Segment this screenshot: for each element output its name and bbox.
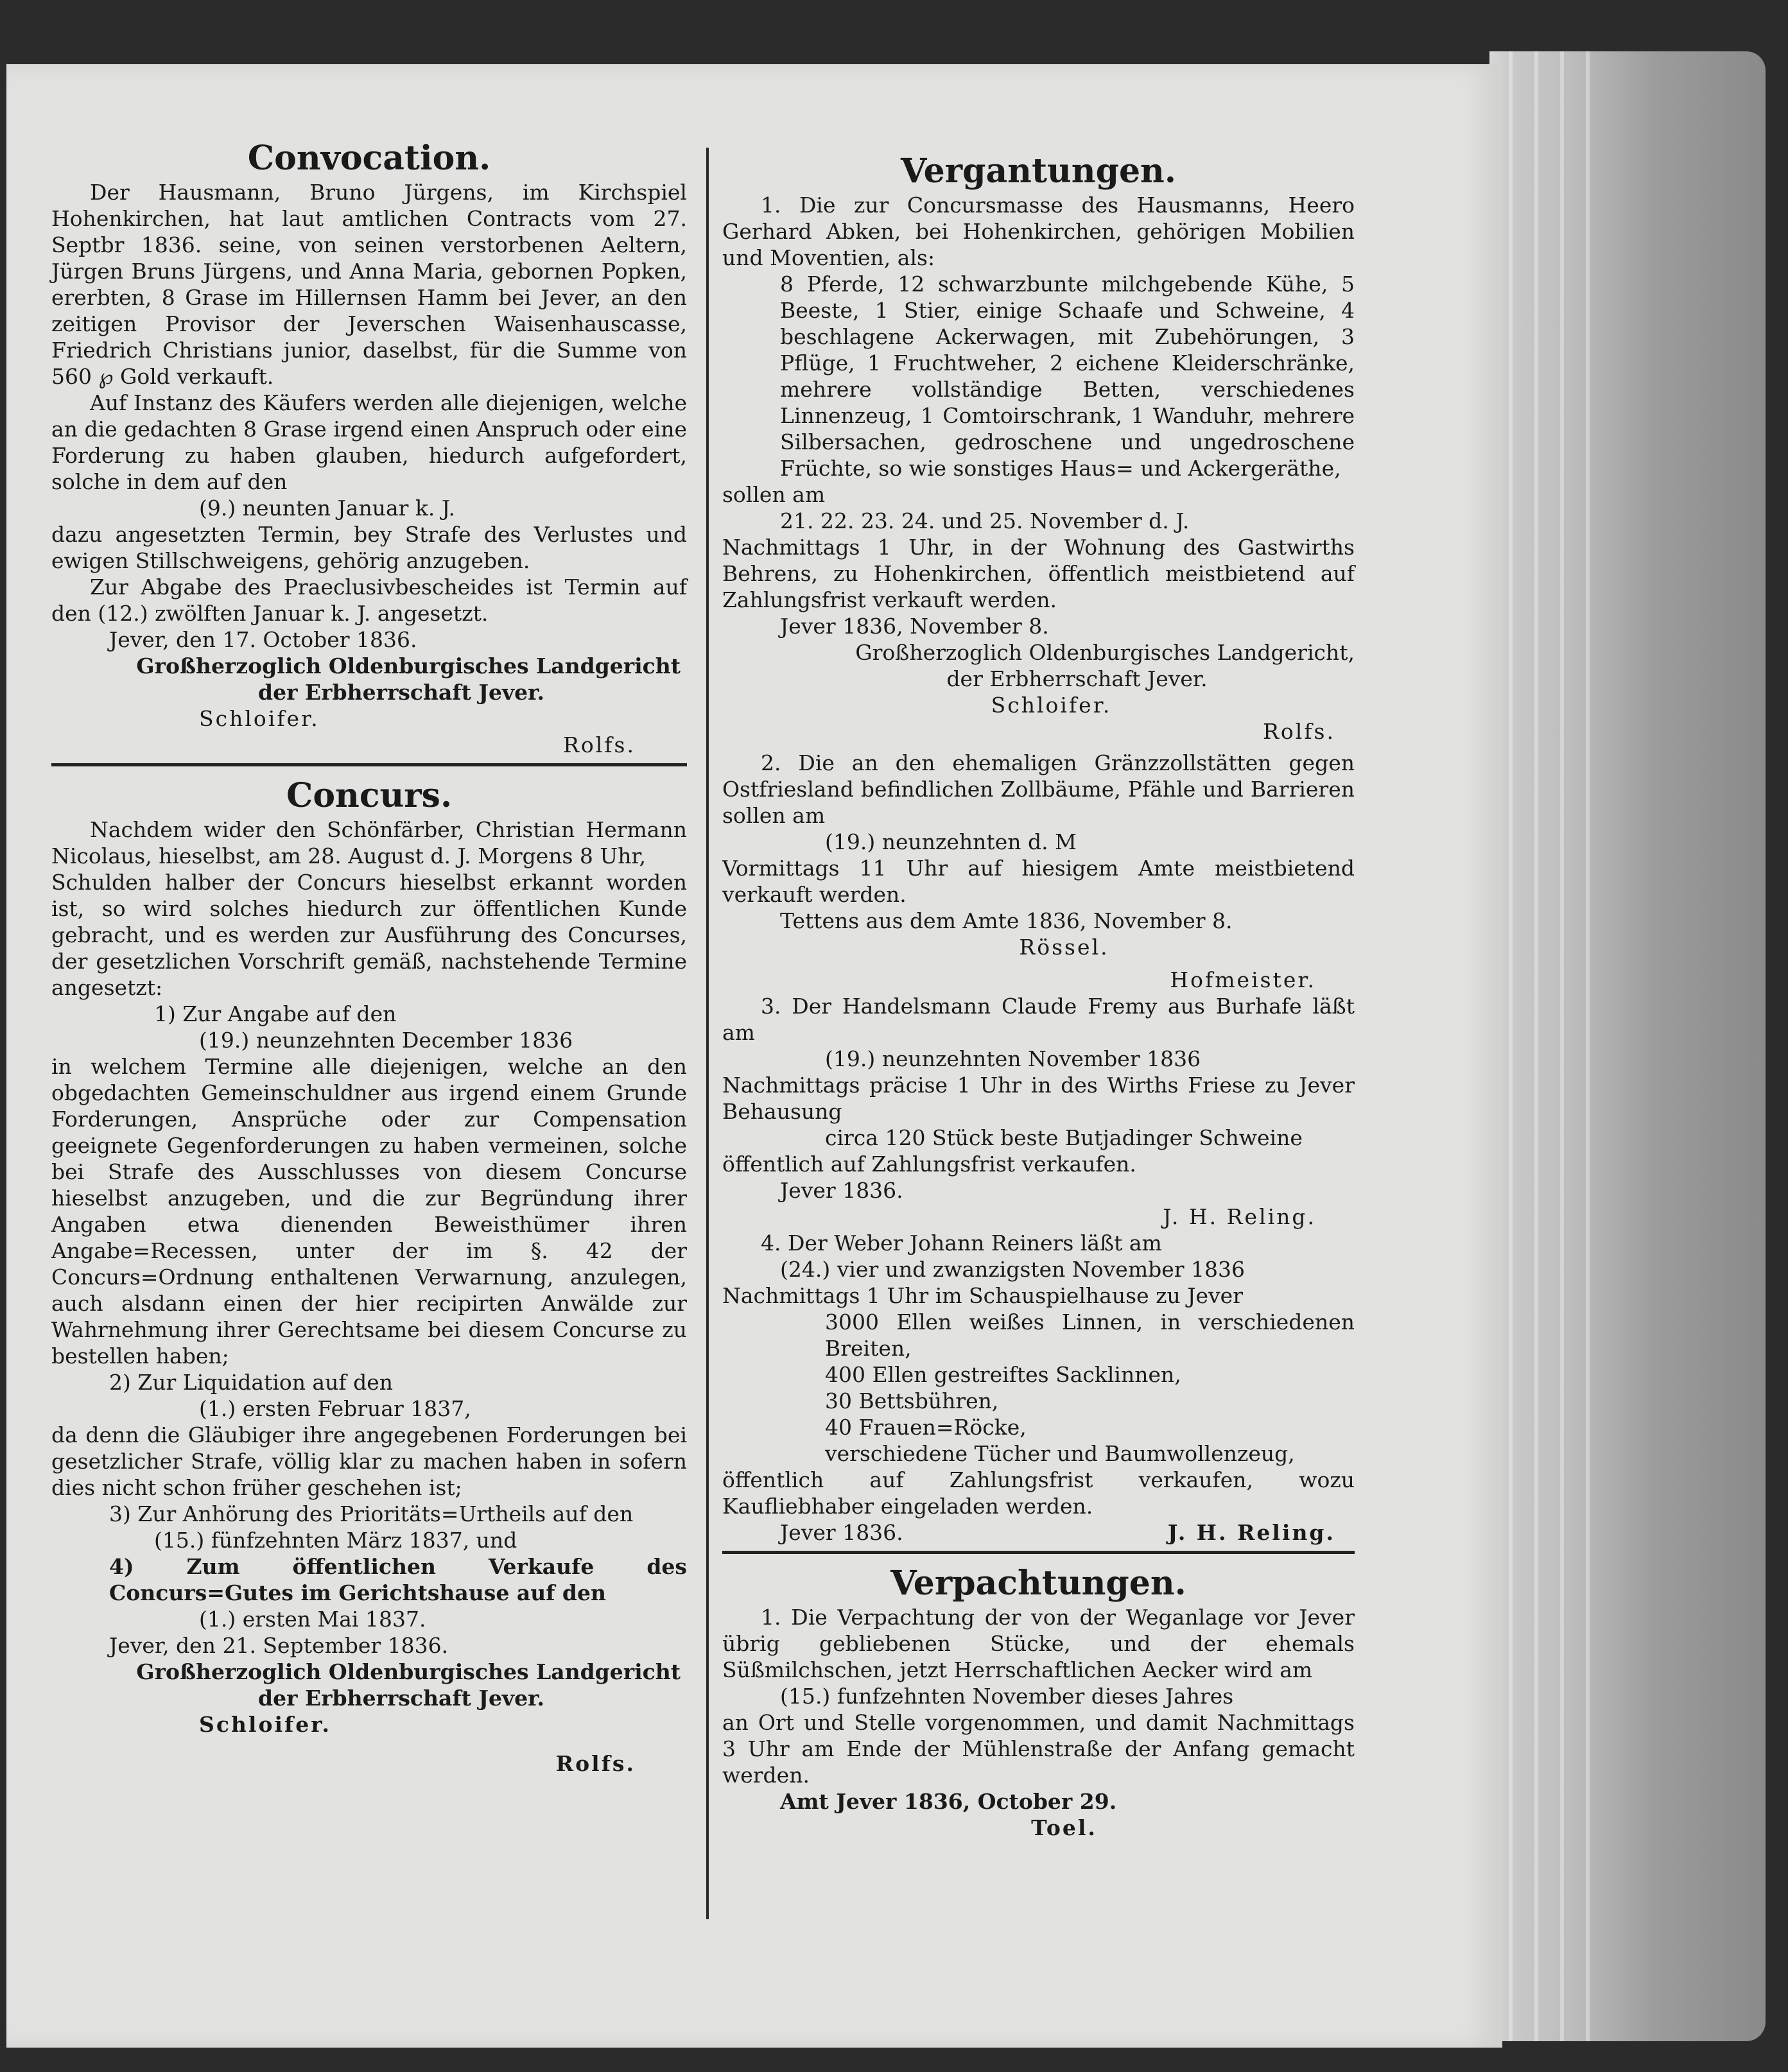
convocation-paragraph: dazu angesetzten Termin, bey Strafe des Verlustes und ewigen Stillschweigens, gehörig anzugeben. bbox=[51, 522, 687, 573]
signature: Rolfs. bbox=[563, 732, 636, 757]
court-name: Großherzoglich Oldenburgisches Landgericht, bbox=[855, 640, 1355, 665]
notice-paragraph: 4. Der Weber Johann Reiners läßt am bbox=[761, 1230, 1162, 1256]
notice-item: 3000 Ellen weißes Linnen, in verschiedenen Breiten, bbox=[825, 1309, 1355, 1361]
notice-place-date: Jever 1836. bbox=[780, 1520, 903, 1545]
notice-paragraph: 3. Der Handelsmann Claude Fremy aus Burhafe läßt am bbox=[722, 994, 1355, 1045]
section-divider bbox=[51, 763, 687, 766]
notice-place-date: Tettens aus dem Amte 1836, November 8. bbox=[780, 908, 1233, 933]
notice-paragraph: 1. Die Verpachtung der von der Weganlage vor Jever übrig gebliebenen Stücke, und der ehemals Süßmilchschen, jetzt Herrschaftlichen Aecker wird am bbox=[722, 1605, 1355, 1682]
concurs-date: (1.) ersten Mai 1837. bbox=[199, 1607, 426, 1632]
convocation-paragraph: Auf Instanz des Käufers werden alle diejenigen, welche an die gedachten 8 Grase irgend einen Anspruch oder eine Forderung zu haben glauben, hiedurch aufgefordert, solche in dem auf den bbox=[51, 390, 687, 494]
concurs-item: 2) Zur Liquidation auf den bbox=[109, 1370, 393, 1395]
concurs-paragraph: Schulden halber der Concurs hieselbst erkannt worden ist, so wird solches hiedurch zur öffentlichen Kunde gebracht, und es werden zur Ausführung des Concurses, der gesetzlichen Vorschrift gemäß, nachstehende Termine angesetzt: bbox=[51, 870, 687, 1000]
concurs-date: (1.) ersten Februar 1837, bbox=[199, 1396, 471, 1421]
concurs-section bbox=[51, 775, 687, 1777]
right-column bbox=[722, 64, 1355, 1841]
court-name: der Erbherrschaft Jever. bbox=[258, 680, 544, 705]
concurs-item: 1) Zur Angabe auf den bbox=[154, 1001, 397, 1026]
notice-date: (19.) neunzehnten November 1836 bbox=[825, 1046, 1201, 1071]
convocation-title: Convocation. bbox=[247, 139, 491, 178]
signature: Rössel. bbox=[1019, 935, 1109, 960]
verpachtungen-title: Verpachtungen. bbox=[890, 1564, 1186, 1603]
signature: Rolfs. bbox=[555, 1751, 636, 1776]
court-name: Großherzoglich Oldenburgisches Landgericht bbox=[136, 1659, 681, 1684]
notice-item: 400 Ellen gestreiftes Sacklinnen, bbox=[825, 1362, 1181, 1387]
concurs-title: Concurs. bbox=[286, 776, 453, 815]
notice-date: (24.) vier und zwanzigsten November 1836 bbox=[780, 1257, 1246, 1282]
notice-paragraph: Vormittags 11 Uhr auf hiesigem Amte meistbietend verkauft werden. bbox=[722, 856, 1355, 907]
concurs-item: 3) Zur Anhörung des Prioritäts=Urtheils auf den bbox=[109, 1501, 634, 1526]
signature: Toel. bbox=[1031, 1815, 1097, 1840]
concurs-date: (19.) neunzehnten December 1836 bbox=[199, 1028, 573, 1053]
signature: Schloifer. bbox=[199, 1712, 332, 1737]
concurs-paragraph: da denn die Gläubiger ihre angegebenen Forderungen bei gesetzlicher Strafe, völlig klar zu machen haben in sofern dies nicht schon früher geschehen ist; bbox=[51, 1422, 687, 1500]
section-divider bbox=[722, 1551, 1355, 1554]
notice-paragraph: an Ort und Stelle vorgenommen, und damit Nachmittags 3 Uhr am Ende der Mühlenstraße der Anfang gemacht werden. bbox=[722, 1710, 1355, 1788]
convocation-date: (9.) neunten Januar k. J. bbox=[199, 496, 456, 521]
notice-paragraph: öffentlich auf Zahlungsfrist verkaufen, wozu Kaufliebhaber eingeladen werden. bbox=[722, 1467, 1355, 1519]
notice-paragraph: Nachmittags 1 Uhr im Schauspielhause zu Jever bbox=[722, 1283, 1243, 1308]
column-divider bbox=[706, 148, 709, 1919]
concurs-date: (15.) fünfzehnten März 1837, und bbox=[154, 1528, 517, 1553]
notice-item: 40 Frauen=Röcke, bbox=[825, 1415, 1027, 1440]
notice-item: 30 Bettsbühren, bbox=[825, 1388, 999, 1413]
concurs-item: 4) Zum öffentlichen Verkaufe des Concurs=Gutes im Gerichtshause auf den bbox=[109, 1554, 687, 1605]
notice-date: (19.) neunzehnten d. M bbox=[825, 829, 1077, 854]
convocation-paragraph: Der Hausmann, Bruno Jürgens, im Kirchspiel Hohenkirchen, hat laut amtlichen Contracts vom 27. Septbr 1836. seine, von seinen verstorbenen Aeltern, Jürgen Bruns Jürgens, und Anna Maria, gebornen Popken, ererbten, 8 Grase im Hillernsen Hamm bei Jever, an den zeitigen Provisor der Jeverschen Waisenhauscasse, Friedrich Christians junior, daselbst, für die Summe von 560 ℘ Gold verkauft. bbox=[51, 180, 687, 389]
concurs-paragraph: in welchem Termine alle diejenigen, welche an den obgedachten Gemeinschuldner aus irgend einem Grunde Forderungen, Ansprüche oder zur Compensation geeignete Gegenforderungen zu haben vermeinen, solche bei Strafe des Ausschlusses von diesem Concurse hieselbst anzugeben, und die zur Begründung ihrer Angaben etwa dienenden Beweisthümer ihren Angabe=Recessen, unter der im §. 42 der Concurs=Ordnung enthaltenen Verwarnung, anzulegen, auch alsdann einen der hier recipirten Anwälde zur Wahrnehmung ihrer Gerechtsame bei diesem Concurse zu bestellen haben; bbox=[51, 1054, 687, 1368]
notice-item-list: 8 Pferde, 12 schwarzbunte milchgebende Kühe, 5 Beeste, 1 Stier, einige Schaafe und Schweine, 4 beschlagene Ackerwagen, mit Zubehörungen, 3 Pflüge, 1 Fruchtweher, 2 eichene Kleiderschränke, mehrere vollständige Betten, verschiedenes Linnenzeug, 1 Comtoirschrank, 1 Wanduhr, mehrere Silbersachen, gedroschene und ungedroschene Früchte, so wie sonstiges Haus= und Ackergeräthe, bbox=[780, 272, 1355, 481]
notice-paragraph: 2. Die an den ehemaligen Gränzzollstätten gegen Ostfriesland befindlichen Zollbäume, Pfähle und Barrieren sollen am bbox=[722, 750, 1355, 828]
signature: Hofmeister. bbox=[1170, 967, 1316, 992]
signature: Schloifer. bbox=[991, 693, 1112, 718]
notice-paragraph: Nachmittags präcise 1 Uhr in des Wirths Friese zu Jever Behausung bbox=[722, 1073, 1355, 1124]
signature: J. H. Reling. bbox=[1163, 1204, 1316, 1229]
notice-item: verschiedene Tücher und Baumwollenzeug, bbox=[825, 1441, 1295, 1466]
signature: J. H. Reling. bbox=[1167, 1520, 1335, 1545]
notice-paragraph: 1. Die zur Concursmasse des Hausmanns, Heero Gerhard Abken, bei Hohenkirchen, gehörigen Mobilien und Moventien, als: bbox=[722, 193, 1355, 270]
notice-paragraph: Nachmittags 1 Uhr, in der Wohnung des Gastwirths Behrens, zu Hohenkirchen, öffentlich meistbietend auf Zahlungsfrist verkauft werden. bbox=[722, 535, 1355, 612]
court-name: Großherzoglich Oldenburgisches Landgericht bbox=[136, 653, 681, 678]
vergantungen-section bbox=[722, 64, 1355, 1546]
convocation-section bbox=[51, 64, 687, 758]
concurs-paragraph: Nachdem wider den Schönfärber, Christian Hermann Nicolaus, hieselbst, am 28. August d. J. Morgens 8 Uhr, bbox=[51, 817, 687, 868]
newspaper-page bbox=[6, 64, 1502, 2048]
court-name: der Erbherrschaft Jever. bbox=[946, 666, 1208, 691]
notice-item: circa 120 Stück beste Butjadinger Schweine bbox=[825, 1125, 1303, 1150]
left-column bbox=[51, 64, 687, 1777]
notice-paragraph: öffentlich auf Zahlungsfrist verkaufen. bbox=[722, 1152, 1136, 1177]
signature: Schloifer. bbox=[199, 706, 320, 731]
notice-date: 21. 22. 23. 24. und 25. November d. J. bbox=[780, 508, 1190, 533]
convocation-paragraph: Zur Abgabe des Praeclusivbescheides ist Termin auf den (12.) zwölften Januar k. J. angesetzt. bbox=[51, 574, 687, 626]
book-page-edges bbox=[1489, 51, 1766, 2041]
court-name: der Erbherrschaft Jever. bbox=[258, 1686, 544, 1711]
notice-place-date: Jever 1836. bbox=[780, 1178, 903, 1203]
vergantungen-title: Vergantungen. bbox=[901, 151, 1176, 191]
notice-date: (15.) funfzehnten November dieses Jahres bbox=[780, 1684, 1234, 1709]
notice-place-date: Jever 1836, November 8. bbox=[780, 614, 1049, 639]
signature: Rolfs. bbox=[1263, 719, 1335, 744]
notice-place-date: Amt Jever 1836, October 29. bbox=[780, 1789, 1117, 1814]
convocation-place-date: Jever, den 17. October 1836. bbox=[109, 627, 417, 652]
notice-paragraph: sollen am bbox=[722, 482, 826, 507]
concurs-place-date: Jever, den 21. September 1836. bbox=[109, 1633, 449, 1658]
verpachtungen-section bbox=[722, 1563, 1355, 1841]
